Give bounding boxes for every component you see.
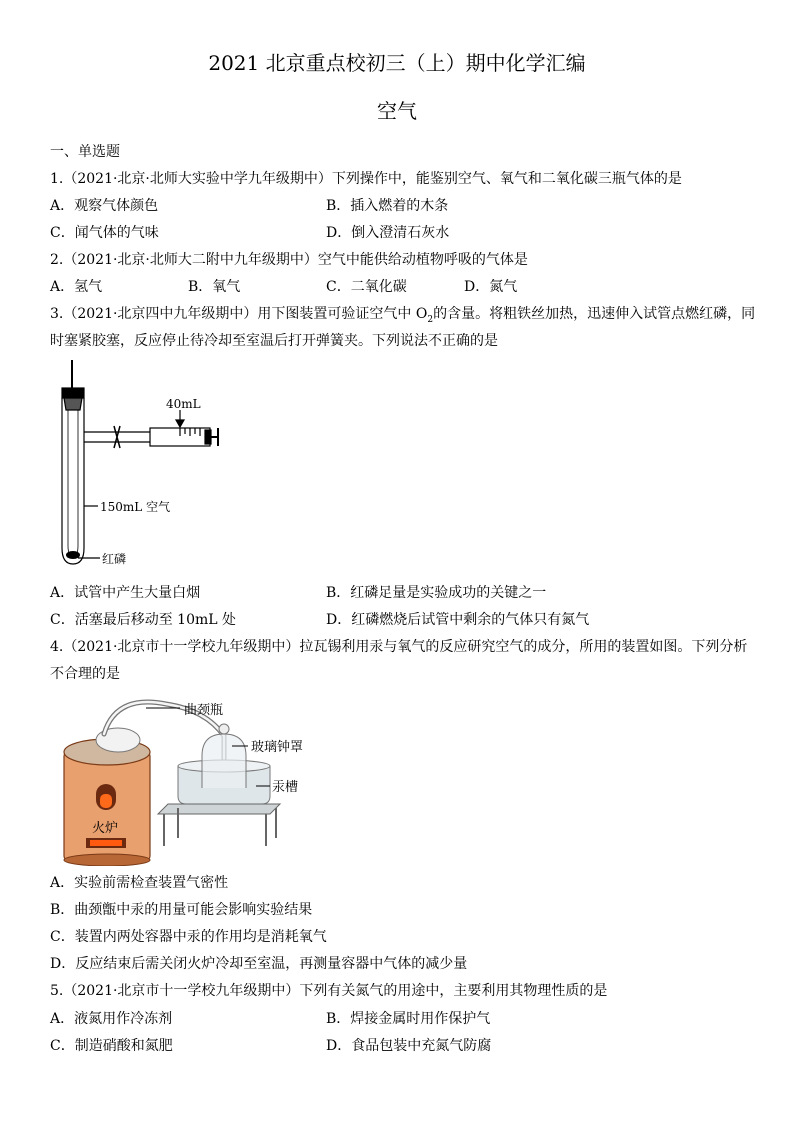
question-3-stem-post: 的含量。将粗铁丝加热，迅速伸入试管点燃红磷，同	[433, 306, 756, 322]
furnace-label: 火炉	[92, 821, 119, 836]
section-heading: 一、单选题	[50, 144, 120, 160]
question-3-stem-pre: 3.（2021·北京四中九年级期中）用下图装置可验证空气中 O	[50, 306, 428, 322]
question-2-option-c: C．二氧化碳	[326, 279, 407, 295]
question-3-option-c: C．活塞最后移动至 10mL 处	[50, 612, 236, 628]
question-5-stem: 5.（2021·北京市十一学校九年级期中）下列有关氮气的用途中，主要利用其物理性质的是	[50, 983, 608, 999]
syringe-volume-label: 40mL	[166, 397, 201, 411]
question-3-option-d: D．红磷燃烧后试管中剩余的气体只有氮气	[326, 612, 590, 628]
furnace-base	[64, 854, 150, 866]
furnace-vent-glow	[90, 840, 122, 846]
question-3-option-a: A．试管中产生大量白烟	[50, 585, 201, 601]
test-tube	[62, 398, 84, 564]
question-5-option-c: C．制造硝酸和氮肥	[50, 1038, 173, 1054]
table-top	[158, 804, 280, 814]
question-2-option-d: D．氮气	[464, 279, 518, 295]
question-4-option-d: D．反应结束后需关闭火炉冷却至室温，再测量容器中气体的减少量	[50, 956, 468, 972]
question-3-stem-line-2: 时塞紧胶塞，反应停止待冷却至室温后打开弹簧夹。下列说法不正确的是	[50, 333, 498, 349]
question-4-figure	[56, 696, 316, 866]
question-1-option-a: A．观察气体颜色	[50, 198, 159, 214]
question-5-option-a: A．液氮用作冷冻剂	[50, 1011, 173, 1027]
red-phosphorus	[66, 551, 80, 559]
trough-label: 汞槽	[272, 780, 299, 795]
test-tube-inner	[68, 410, 78, 556]
question-3-option-b: B．红磷足量是实验成功的关键之一	[326, 585, 547, 601]
page-subtitle: 空气	[377, 99, 417, 123]
question-4-option-c: C．装置内两处容器中汞的作用均是消耗氧气	[50, 929, 327, 945]
air-volume-label: 150mL 空气	[100, 500, 171, 514]
rubber-stopper	[64, 398, 82, 410]
question-2-option-a: A．氢气	[50, 279, 103, 295]
question-1-option-d: D．倒入澄清石灰水	[326, 225, 450, 241]
question-5-option-b: B．焊接金属时用作保护气	[326, 1011, 491, 1027]
question-3-stem-sub: 2	[427, 314, 434, 325]
question-4-option-b: B．曲颈甑中汞的用量可能会影响实验结果	[50, 902, 313, 918]
syringe-plunger-head	[205, 430, 211, 444]
bell-jar	[202, 734, 246, 788]
question-1-option-c: C．闻气体的气味	[50, 225, 159, 241]
question-2-option-b: B．氧气	[188, 279, 241, 295]
page-title: 2021 北京重点校初三（上）期中化学汇编	[208, 51, 586, 75]
spring-clamp	[114, 426, 120, 448]
syringe-arrow-head	[176, 420, 184, 427]
phosphorus-label: 红磷	[102, 552, 127, 566]
bell-jar-knob	[219, 724, 229, 734]
bell-jar-label: 玻璃钟罩	[251, 740, 304, 755]
question-1-stem: 1.（2021·北京·北师大实验中学九年级期中）下列操作中，能鉴别空气、氧气和二氧化碳三瓶气体的是	[50, 171, 682, 187]
question-4-stem-line-1: 4.（2021·北京市十一学校九年级期中）拉瓦锡利用汞与氧气的反应研究空气的成分，所用的装置如图。下列分析	[50, 639, 748, 655]
question-1-option-b: B．插入燃着的木条	[326, 198, 449, 214]
flask-label: 曲颈瓶	[184, 703, 224, 718]
question-4-option-a: A．实验前需检查装置气密性	[50, 875, 229, 891]
rubber-stopper-top	[62, 388, 84, 398]
question-3-figure	[40, 358, 300, 578]
fire-flame	[100, 794, 112, 808]
question-4-stem-line-2: 不合理的是	[50, 666, 120, 682]
question-2-stem: 2.（2021·北京·北师大二附中九年级期中）空气中能供给动植物呼吸的气体是	[50, 252, 528, 268]
question-3-stem-line-1	[50, 305, 755, 329]
question-5-option-d: D．食品包装中充氮气防腐	[326, 1038, 492, 1054]
